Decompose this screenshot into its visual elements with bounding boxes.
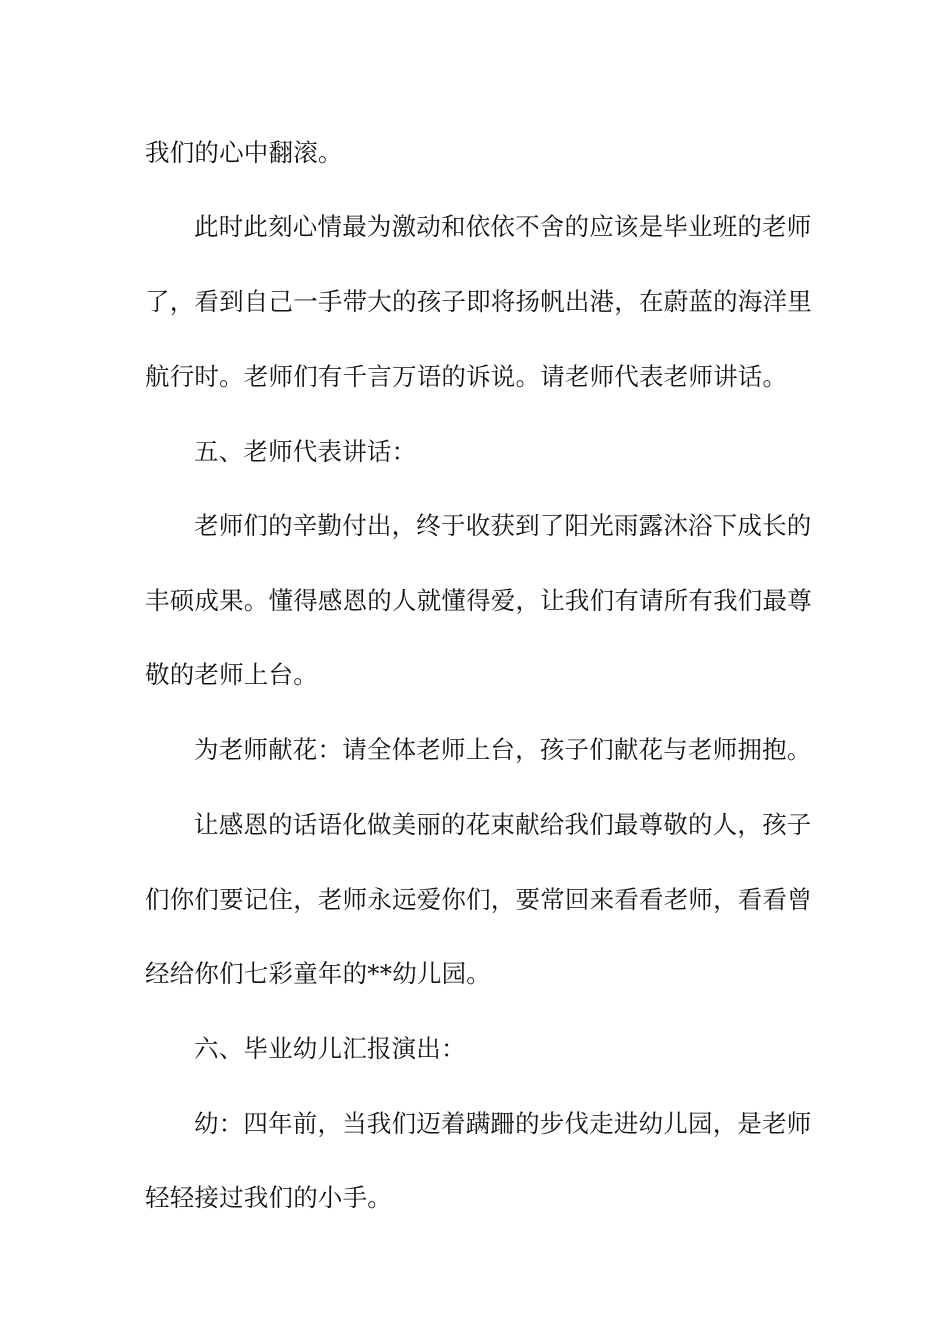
text-line: 航行时。老师们有千言万语的诉说。请老师代表老师讲话。 [145, 362, 788, 391]
text-line: 我们的心中翻滚。 [145, 138, 343, 167]
text-line: 丰硕成果。懂得感恩的人就懂得爱，让我们有请所有我们最尊 [145, 586, 812, 615]
section-heading: 五、老师代表讲话： [194, 437, 417, 466]
text-line: 经给你们七彩童年的**幼儿园。 [145, 959, 491, 988]
paragraph-start: 为老师献花：请全体老师上台，孩子们献花与老师拥抱。 [194, 735, 812, 764]
text-line: 了，看到自己一手带大的孩子即将扬帆出港，在蔚蓝的海洋里 [145, 287, 812, 316]
text-line: 轻轻接过我们的小手。 [145, 1183, 392, 1212]
text-line: 们你们要记住，老师永远爱你们，要常回来看看老师，看看曾 [145, 885, 812, 914]
paragraph-start: 此时此刻心情最为激动和依依不舍的应该是毕业班的老师 [194, 212, 812, 241]
paragraph-start: 幼：四年前，当我们迈着蹒跚的步伐走进幼儿园，是老师 [194, 1109, 812, 1138]
text-line: 敬的老师上台。 [145, 660, 318, 689]
paragraph-start: 让感恩的话语化做美丽的花束献给我们最尊敬的人，孩子 [194, 810, 812, 839]
paragraph-start: 老师们的辛勤付出，终于收获到了阳光雨露沐浴下成长的 [194, 511, 812, 540]
section-heading: 六、毕业幼儿汇报演出： [194, 1034, 466, 1063]
